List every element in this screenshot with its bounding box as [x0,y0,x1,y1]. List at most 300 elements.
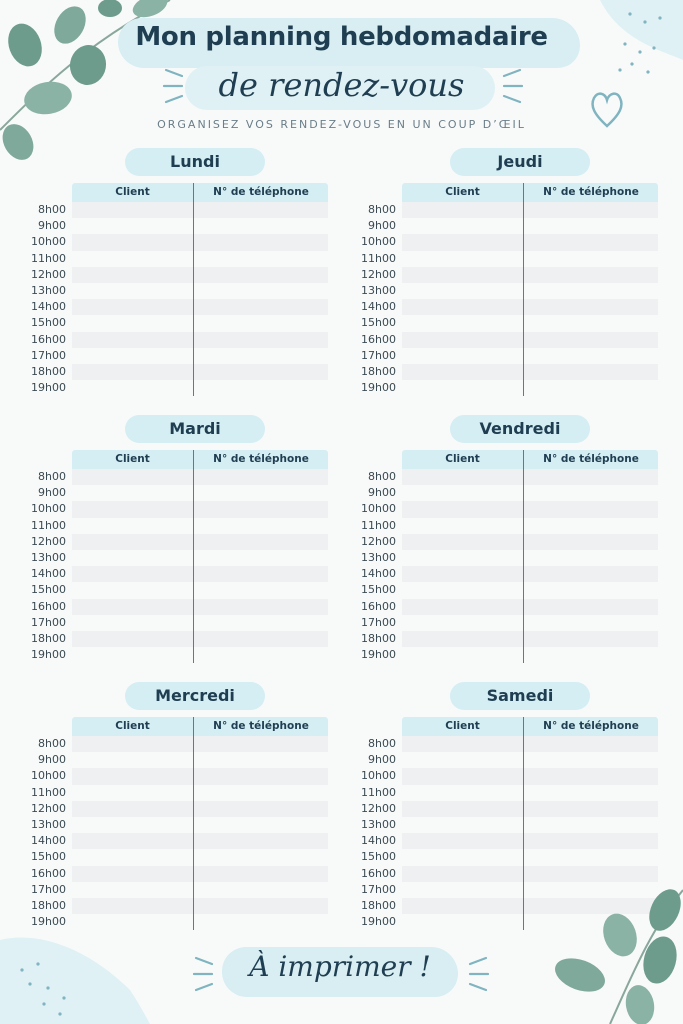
hour-label: 16h00 [31,332,66,346]
day-title: Mercredi [125,682,265,710]
hour-label: 15h00 [361,316,396,330]
hour-label: 12h00 [361,267,396,281]
phone-cell[interactable] [524,501,658,517]
client-cell[interactable] [402,234,524,250]
table-row [361,801,658,817]
phone-cell[interactable] [194,599,328,615]
appointment-table [31,183,328,396]
table-header [402,450,658,469]
phone-cell[interactable] [524,582,658,598]
hour-label: 12h00 [31,534,66,548]
table-row [31,501,328,517]
phone-cell[interactable] [524,283,658,299]
phone-cell[interactable] [524,234,658,250]
client-cell[interactable] [402,849,524,865]
table-row [31,599,328,615]
hour-label: 17h00 [361,348,396,362]
column-header-client: Client [402,717,524,736]
phone-cell[interactable] [524,485,658,501]
client-cell[interactable] [72,332,194,348]
client-cell[interactable] [402,315,524,331]
day-title: Lundi [125,148,265,176]
hour-label: 19h00 [31,381,66,395]
table-row [31,299,328,315]
hour-label: 18h00 [361,898,396,912]
phone-cell[interactable] [194,283,328,299]
column-header-client: Client [72,450,194,469]
table-row [38,736,328,752]
phone-cell[interactable] [524,615,658,631]
phone-cell[interactable] [194,866,328,882]
client-cell[interactable] [402,299,524,315]
phone-cell[interactable] [194,299,328,315]
table-row [361,283,658,299]
phone-cell[interactable] [194,631,328,647]
phone-cell[interactable] [194,332,328,348]
client-cell[interactable] [402,631,524,647]
client-cell[interactable] [72,647,194,663]
table-row [31,283,328,299]
table-row [361,251,658,267]
day-title: Samedi [450,682,590,710]
phone-cell[interactable] [524,332,658,348]
client-cell[interactable] [402,534,524,550]
table-row [31,550,328,566]
client-cell[interactable] [402,615,524,631]
hour-label: 16h00 [361,599,396,613]
table-row [361,785,658,801]
table-row [38,202,328,218]
hour-label: 10h00 [31,502,66,516]
hour-label: 19h00 [361,381,396,395]
phone-cell[interactable] [524,469,658,485]
phone-cell[interactable] [194,218,328,234]
client-cell[interactable] [402,801,524,817]
phone-cell[interactable] [524,550,658,566]
phone-cell[interactable] [524,801,658,817]
client-cell[interactable] [402,898,524,914]
hour-label: 13h00 [31,283,66,297]
phone-cell[interactable] [524,364,658,380]
phone-cell[interactable] [194,898,328,914]
table-row [31,348,328,364]
phone-cell[interactable] [194,518,328,534]
table-row [368,752,658,768]
phone-cell[interactable] [194,501,328,517]
table-row [361,914,658,930]
hour-label: 11h00 [31,251,66,265]
client-cell[interactable] [402,550,524,566]
table-row [361,234,658,250]
table-row [31,267,328,283]
table-row [368,469,658,485]
hour-label: 8h00 [368,470,396,483]
phone-cell[interactable] [524,315,658,331]
hour-label: 16h00 [361,866,396,880]
client-cell[interactable] [402,501,524,517]
client-cell[interactable] [402,866,524,882]
table-row [361,833,658,849]
table-row [361,582,658,598]
phone-cell[interactable] [194,817,328,833]
phone-cell[interactable] [524,752,658,768]
phone-cell[interactable] [524,380,658,396]
phone-cell[interactable] [524,768,658,784]
phone-cell[interactable] [524,647,658,663]
client-cell[interactable] [72,501,194,517]
hour-label: 8h00 [38,737,66,750]
table-row [361,647,658,663]
table-row [361,615,658,631]
phone-cell[interactable] [524,785,658,801]
table-row [361,364,658,380]
table-header [402,183,658,202]
phone-cell[interactable] [194,849,328,865]
phone-cell[interactable] [524,914,658,930]
table-row [31,817,328,833]
client-cell[interactable] [402,599,524,615]
hour-label: 10h00 [361,769,396,783]
client-cell[interactable] [72,768,194,784]
phone-cell[interactable] [194,234,328,250]
column-header-client: Client [402,183,524,202]
table-row [368,736,658,752]
hour-label: 12h00 [31,267,66,281]
phone-cell[interactable] [524,348,658,364]
phone-cell[interactable] [524,866,658,882]
client-cell[interactable] [402,785,524,801]
client-cell[interactable] [402,364,524,380]
client-cell[interactable] [72,736,194,752]
table-row [361,898,658,914]
phone-cell[interactable] [194,566,328,582]
hour-label: 16h00 [31,599,66,613]
phone-cell[interactable] [524,534,658,550]
table-row [31,332,328,348]
table-body [361,469,658,663]
phone-cell[interactable] [194,833,328,849]
hour-label: 17h00 [31,882,66,896]
client-cell[interactable] [402,267,524,283]
client-cell[interactable] [72,582,194,598]
phone-cell[interactable] [524,631,658,647]
phone-cell[interactable] [194,882,328,898]
column-header-phone: N° de téléphone [543,186,639,198]
phone-cell[interactable] [524,251,658,267]
hour-label: 8h00 [368,203,396,216]
client-cell[interactable] [72,348,194,364]
client-cell[interactable] [72,485,194,501]
hour-label: 12h00 [31,801,66,815]
client-cell[interactable] [402,768,524,784]
table-row [361,501,658,517]
client-cell[interactable] [72,315,194,331]
table-row [361,866,658,882]
table-row [31,898,328,914]
phone-cell[interactable] [194,267,328,283]
watercolor-dots-bottom-left [0,930,160,1024]
phone-cell[interactable] [524,518,658,534]
table-row [31,566,328,582]
hour-label: 13h00 [31,550,66,564]
client-cell[interactable] [402,914,524,930]
hour-label: 17h00 [361,882,396,896]
client-cell[interactable] [72,882,194,898]
day-title: Mardi [125,415,265,443]
client-cell[interactable] [402,283,524,299]
phone-cell[interactable] [524,849,658,865]
table-row [361,768,658,784]
hour-label: 10h00 [361,502,396,516]
client-cell[interactable] [72,534,194,550]
table-row [361,550,658,566]
hour-label: 10h00 [31,235,66,249]
hour-label: 8h00 [368,737,396,750]
client-cell[interactable] [402,348,524,364]
table-header [72,183,328,202]
table-row [31,251,328,267]
client-cell[interactable] [72,550,194,566]
client-cell[interactable] [402,380,524,396]
table-body [361,736,658,930]
client-cell[interactable] [402,817,524,833]
client-cell[interactable] [72,469,194,485]
phone-cell[interactable] [524,898,658,914]
client-cell[interactable] [402,566,524,582]
phone-cell[interactable] [194,582,328,598]
client-cell[interactable] [402,218,524,234]
table-row [361,348,658,364]
phone-cell[interactable] [194,736,328,752]
hour-label: 9h00 [38,753,66,767]
table-row [31,833,328,849]
hour-label: 9h00 [368,486,396,500]
hour-label: 9h00 [368,753,396,767]
table-header [72,450,328,469]
hour-label: 17h00 [361,615,396,629]
client-cell[interactable] [402,202,524,218]
hour-label: 9h00 [368,219,396,233]
footer-left-sparkle-icon [192,954,216,994]
table-row [368,202,658,218]
client-cell[interactable] [72,218,194,234]
table-row [31,234,328,250]
table-row [31,866,328,882]
client-cell[interactable] [72,833,194,849]
client-cell[interactable] [402,582,524,598]
table-row [368,485,658,501]
table-row [31,615,328,631]
client-cell[interactable] [72,849,194,865]
hour-label: 15h00 [31,316,66,330]
client-cell[interactable] [72,785,194,801]
client-cell[interactable] [402,833,524,849]
client-cell[interactable] [72,631,194,647]
day-title: Jeudi [450,148,590,176]
hour-label: 9h00 [38,486,66,500]
client-cell[interactable] [72,251,194,267]
table-row [31,882,328,898]
hour-label: 15h00 [31,583,66,597]
hour-label: 19h00 [31,648,66,662]
phone-cell[interactable] [524,833,658,849]
phone-cell[interactable] [194,485,328,501]
client-cell[interactable] [72,752,194,768]
client-cell[interactable] [72,299,194,315]
table-body [31,202,328,396]
phone-cell[interactable] [524,599,658,615]
phone-cell[interactable] [194,615,328,631]
hour-label: 15h00 [31,850,66,864]
table-row [31,315,328,331]
hour-label: 13h00 [361,283,396,297]
page-title: Mon planning hebdomadaire [135,22,548,52]
table-row [31,380,328,396]
appointment-table [31,717,328,930]
phone-cell[interactable] [194,364,328,380]
table-row [361,299,658,315]
phone-cell[interactable] [194,315,328,331]
client-cell[interactable] [72,518,194,534]
hour-label: 18h00 [361,631,396,645]
hour-label: 15h00 [361,850,396,864]
hour-label: 11h00 [361,251,396,265]
appointment-table [361,450,658,663]
client-cell[interactable] [402,752,524,768]
client-cell[interactable] [402,251,524,267]
table-header [402,717,658,736]
appointment-table [361,183,658,396]
table-row [31,582,328,598]
table-row [361,315,658,331]
phone-cell[interactable] [524,202,658,218]
phone-cell[interactable] [194,768,328,784]
client-cell[interactable] [72,615,194,631]
column-header-phone: N° de téléphone [543,720,639,732]
hour-label: 13h00 [31,817,66,831]
client-cell[interactable] [402,647,524,663]
table-row [31,849,328,865]
column-header-phone: N° de téléphone [213,720,309,732]
table-row [31,534,328,550]
client-cell[interactable] [72,364,194,380]
table-row [368,218,658,234]
phone-cell[interactable] [194,202,328,218]
hour-label: 15h00 [361,583,396,597]
client-cell[interactable] [72,380,194,396]
client-cell[interactable] [402,332,524,348]
client-cell[interactable] [72,801,194,817]
column-header-phone: N° de téléphone [543,453,639,465]
client-cell[interactable] [72,267,194,283]
client-cell[interactable] [72,283,194,299]
client-cell[interactable] [72,599,194,615]
table-row [361,599,658,615]
hour-label: 16h00 [31,866,66,880]
table-body [31,469,328,663]
client-cell[interactable] [402,518,524,534]
hour-label: 14h00 [361,834,396,848]
phone-cell[interactable] [194,469,328,485]
client-cell[interactable] [72,234,194,250]
table-row [361,849,658,865]
table-row [361,518,658,534]
phone-cell[interactable] [194,647,328,663]
table-row [31,647,328,663]
hour-label: 17h00 [31,348,66,362]
phone-cell[interactable] [524,566,658,582]
table-row [31,631,328,647]
table-row [38,752,328,768]
phone-cell[interactable] [524,736,658,752]
hour-label: 13h00 [361,550,396,564]
table-row [361,534,658,550]
hour-label: 19h00 [31,915,66,929]
phone-cell[interactable] [194,550,328,566]
phone-cell[interactable] [194,914,328,930]
client-cell[interactable] [72,566,194,582]
phone-cell[interactable] [524,299,658,315]
phone-cell[interactable] [524,218,658,234]
table-header [72,717,328,736]
hour-label: 14h00 [361,567,396,581]
phone-cell[interactable] [194,801,328,817]
table-row [361,332,658,348]
phone-cell[interactable] [194,534,328,550]
phone-cell[interactable] [194,251,328,267]
hour-label: 11h00 [361,785,396,799]
page-subtitle: de rendez-vous [218,66,465,104]
table-row [38,218,328,234]
phone-cell[interactable] [524,817,658,833]
hour-label: 18h00 [361,364,396,378]
client-cell[interactable] [72,898,194,914]
column-header-client: Client [72,717,194,736]
client-cell[interactable] [72,817,194,833]
client-cell[interactable] [72,866,194,882]
hour-label: 14h00 [31,834,66,848]
table-body [361,202,658,396]
hour-label: 8h00 [38,470,66,483]
phone-cell[interactable] [524,267,658,283]
hour-label: 18h00 [31,898,66,912]
page-header [0,0,683,140]
column-header-phone: N° de téléphone [213,186,309,198]
client-cell[interactable] [72,202,194,218]
table-row [361,817,658,833]
hour-label: 10h00 [361,235,396,249]
client-cell[interactable] [402,469,524,485]
phone-cell[interactable] [194,752,328,768]
hour-label: 14h00 [31,567,66,581]
client-cell[interactable] [402,485,524,501]
table-row [38,485,328,501]
table-row [31,801,328,817]
day-title: Vendredi [450,415,590,443]
column-header-phone: N° de téléphone [213,453,309,465]
client-cell[interactable] [72,914,194,930]
phone-cell[interactable] [194,380,328,396]
phone-cell[interactable] [194,785,328,801]
hour-label: 10h00 [31,769,66,783]
client-cell[interactable] [402,882,524,898]
client-cell[interactable] [402,736,524,752]
table-row [38,469,328,485]
hour-label: 14h00 [31,300,66,314]
phone-cell[interactable] [194,348,328,364]
table-row [31,914,328,930]
phone-cell[interactable] [524,882,658,898]
